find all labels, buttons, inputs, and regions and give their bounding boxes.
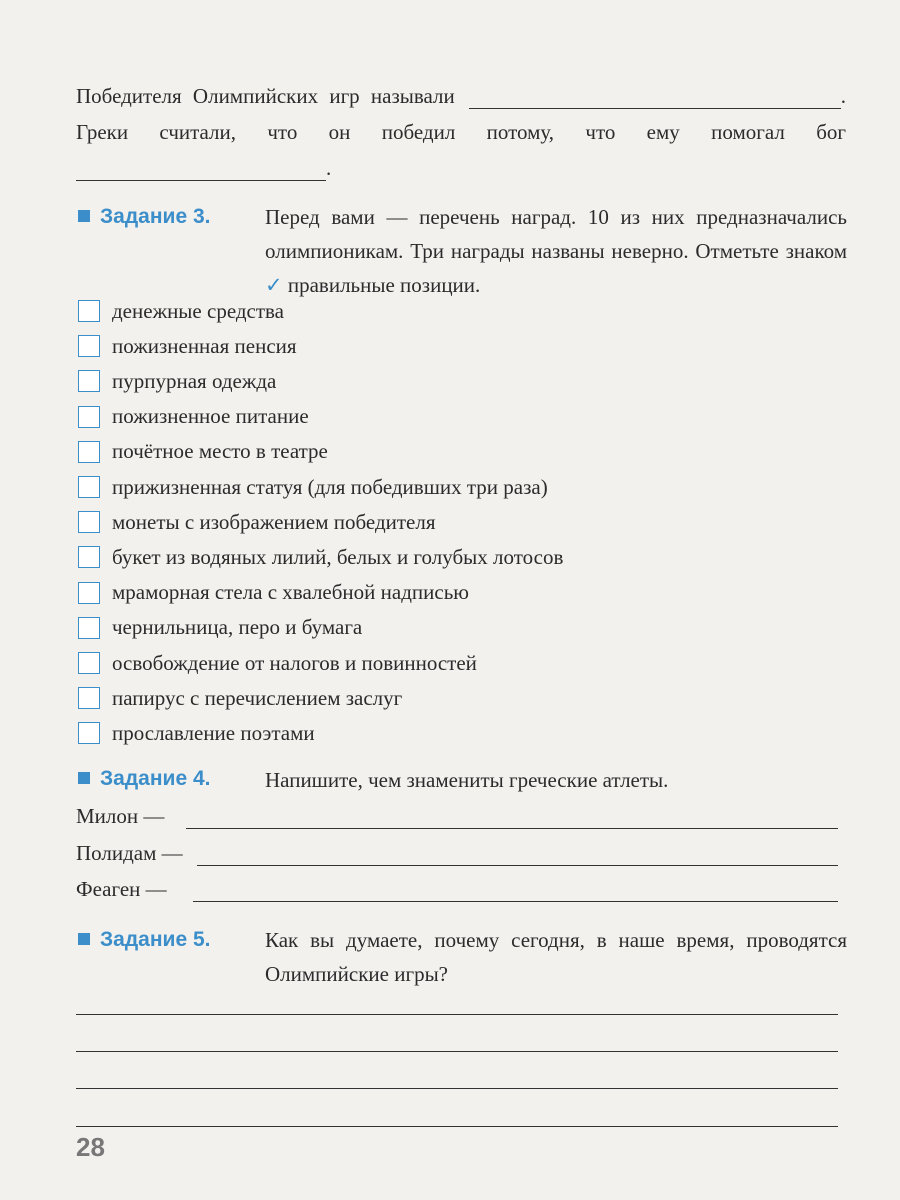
task-3-label [78, 205, 210, 229]
award-checkbox[interactable] [78, 406, 100, 428]
award-item [78, 368, 276, 394]
award-label: мраморная стела с хвалебной надписью [112, 580, 469, 605]
athlete-name: Полидам — [76, 841, 183, 865]
task-4-instructions: Напишите, чем знамениты греческие атлеты. [265, 768, 669, 792]
award-item [78, 404, 309, 430]
task-4-label [78, 767, 210, 791]
task-4-label-text: Задание 4. [100, 767, 211, 790]
award-item [78, 333, 297, 359]
task-3-label-text: Задание 3. [100, 205, 211, 228]
award-label: пурпурная одежда [112, 368, 277, 393]
athlete-row-milon [76, 804, 838, 829]
award-checkbox[interactable] [78, 652, 100, 674]
intro-text-1: Победителя Олимпийских игр называли [76, 84, 455, 108]
bullet-square-icon [78, 933, 90, 945]
award-item [78, 720, 315, 746]
athlete-row-feagen [76, 877, 838, 902]
task-5-label [78, 928, 210, 952]
answer-field-winner-name[interactable] [469, 90, 841, 109]
intro-text-2: Греки считали, что он победил потому, что ему помогал бог [76, 120, 846, 144]
bullet-square-icon [78, 772, 90, 784]
award-item [78, 580, 469, 606]
award-checkbox[interactable] [78, 617, 100, 639]
award-label: пожизненное питание [112, 404, 309, 429]
period: . [840, 84, 846, 108]
award-item [78, 615, 362, 641]
answer-field-milon[interactable] [186, 810, 838, 829]
award-label: папирус с перечислением заслуг [112, 685, 403, 710]
award-checkbox[interactable] [78, 335, 100, 357]
award-checkbox[interactable] [78, 511, 100, 533]
page-number: 28 [76, 1132, 105, 1162]
award-checkbox[interactable] [78, 582, 100, 604]
answer-line-2[interactable] [76, 1051, 838, 1052]
task-3-text-end: правильные позиции. [287, 273, 481, 297]
athlete-name: Милон — [76, 804, 165, 828]
intro-line-3 [76, 156, 331, 181]
award-label: букет из водяных лилий, белых и голубых лотосов [112, 544, 564, 569]
award-label: прижизненная статуя (для победивших три раза) [112, 474, 548, 499]
award-item [78, 650, 477, 676]
award-label: почётное место в театре [112, 439, 328, 464]
award-checkbox[interactable] [78, 441, 100, 463]
answer-line-1[interactable] [76, 1014, 838, 1015]
award-checkbox[interactable] [78, 370, 100, 392]
athlete-name: Феаген — [76, 877, 167, 901]
award-label: денежные средства [112, 298, 284, 323]
award-item [78, 685, 402, 711]
answer-field-feagen[interactable] [193, 883, 838, 902]
award-label: пожизненная пенсия [112, 333, 297, 358]
award-item [78, 298, 284, 324]
award-label: монеты с изображением победителя [112, 509, 436, 534]
task-5-instructions: Как вы думаете, почему сегодня, в наше время, проводятся Олимпийские игры? [265, 928, 847, 986]
answer-line-4[interactable] [76, 1126, 838, 1127]
award-label: чернильница, перо и бумага [112, 615, 363, 640]
intro-line-1 [76, 84, 846, 109]
award-label: освобождение от налогов и повинностей [112, 650, 477, 675]
checkmark-icon: ✓ [265, 273, 283, 297]
period: . [326, 156, 332, 180]
answer-field-polidam[interactable] [197, 847, 838, 866]
award-item [78, 509, 436, 535]
answer-field-god-name[interactable] [76, 160, 326, 181]
award-checkbox[interactable] [78, 300, 100, 322]
task-5-label-text: Задание 5. [100, 928, 211, 951]
answer-line-3[interactable] [76, 1088, 838, 1089]
task-3-text: Перед вами — перечень наград. 10 из них предназначались олимпионикам. Три награды названы неверно. Отметьте знаком [265, 205, 847, 263]
award-checkbox[interactable] [78, 476, 100, 498]
bullet-square-icon [78, 210, 90, 222]
award-checkbox[interactable] [78, 722, 100, 744]
award-checkbox[interactable] [78, 546, 100, 568]
athlete-row-polidam [76, 841, 838, 866]
task-3-instructions [265, 200, 847, 302]
award-item [78, 474, 548, 500]
award-item [78, 439, 328, 465]
award-item [78, 544, 563, 570]
award-label: прославление поэтами [112, 720, 315, 745]
award-checkbox[interactable] [78, 687, 100, 709]
